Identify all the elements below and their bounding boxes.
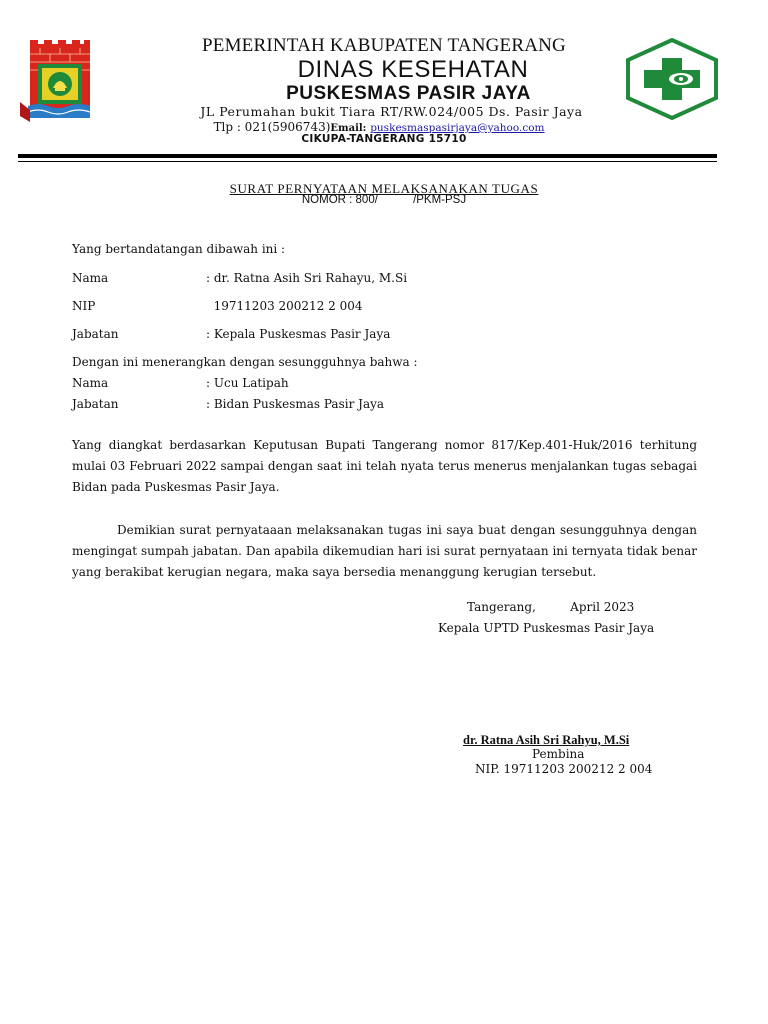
field-value: : Bidan Puskesmas Pasir Jaya: [206, 397, 385, 411]
letterhead-email-link[interactable]: puskesmaspasirjaya@yahoo.com: [370, 122, 545, 134]
letterhead-divider-thick: [18, 154, 717, 158]
field-label: NIP: [72, 299, 96, 313]
paragraph-closing: Demikian surat pernyataaan melaksanakan tugas ini saya buat dengan sesungguhnya dengan mengingat sumpah jabatan. Dan apabila dikemudian hari isi surat pernyataan ini ternyata tidak benar yang berakibat kerugian negara, maka saya bersedia menanggung kerugian tersebut.: [72, 523, 697, 579]
letterhead-department: DINAS KESEHATAN: [297, 56, 529, 83]
signature-rank: Pembina: [532, 747, 585, 761]
statement-text: [72, 355, 712, 369]
signature-nip: NIP. 19711203 200212 2 004: [475, 762, 653, 776]
intro-label: Yang bertandatangan dibawah ini :: [72, 242, 286, 256]
document-title: SURAT PERNYATAAN MELAKSANAKAN TUGAS: [229, 181, 539, 196]
letterhead-government: PEMERINTAH KABUPATEN TANGERANG: [202, 35, 566, 56]
signature-name: dr. Ratna Asih Sri Rahyu, M.Si: [463, 733, 630, 747]
document-number: NOMOR : 800/ /PKM-PSJ: [301, 194, 467, 206]
letterhead-city: CIKUPA-TANGERANG 15710: [301, 133, 467, 145]
puskesmas-cross-emblem-icon: [624, 38, 720, 120]
letterhead-address: JL Perumahan bukit Tiara RT/RW.024/005 Ds. Pasir Jaya: [200, 104, 583, 119]
intro-text: [72, 242, 712, 256]
paragraph-appointment: Yang diangkat berdasarkan Keputusan Bupati Tangerang nomor 817/Kep.401-Huk/2016 terhitung mulai 03 Februari 2022 sampai dengan saat ini telah nyata terus menerus menjalankan tugas sebagai Bidan pada Puskesmas Pasir Jaya.: [72, 438, 697, 494]
field-value: : Kepala Puskesmas Pasir Jaya: [206, 327, 391, 341]
field-label: Jabatan: [72, 327, 119, 341]
letterhead-contact: [0, 120, 758, 134]
signature-place-date: Tangerang, April 2023: [467, 600, 635, 614]
letterhead-institution: PUSKESMAS PASIR JAYA: [286, 83, 531, 104]
field-label: Nama: [72, 376, 109, 390]
field-value: : Ucu Latipah: [206, 376, 289, 390]
statement-label: Dengan ini menerangkan dengan sesungguhnya bahwa :: [72, 355, 418, 369]
signature-position: Kepala UPTD Puskesmas Pasir Jaya: [438, 621, 655, 635]
field-value: 19711203 200212 2 004: [206, 299, 363, 313]
letterhead-phone: Tlp : 021(5906743): [213, 120, 331, 134]
letterhead-email-label: Email:: [330, 123, 367, 134]
field-label: Jabatan: [72, 397, 119, 411]
field-label: Nama: [72, 271, 109, 285]
field-value: : dr. Ratna Asih Sri Rahayu, M.Si: [206, 271, 408, 285]
letterhead-divider-thin: [18, 161, 717, 162]
